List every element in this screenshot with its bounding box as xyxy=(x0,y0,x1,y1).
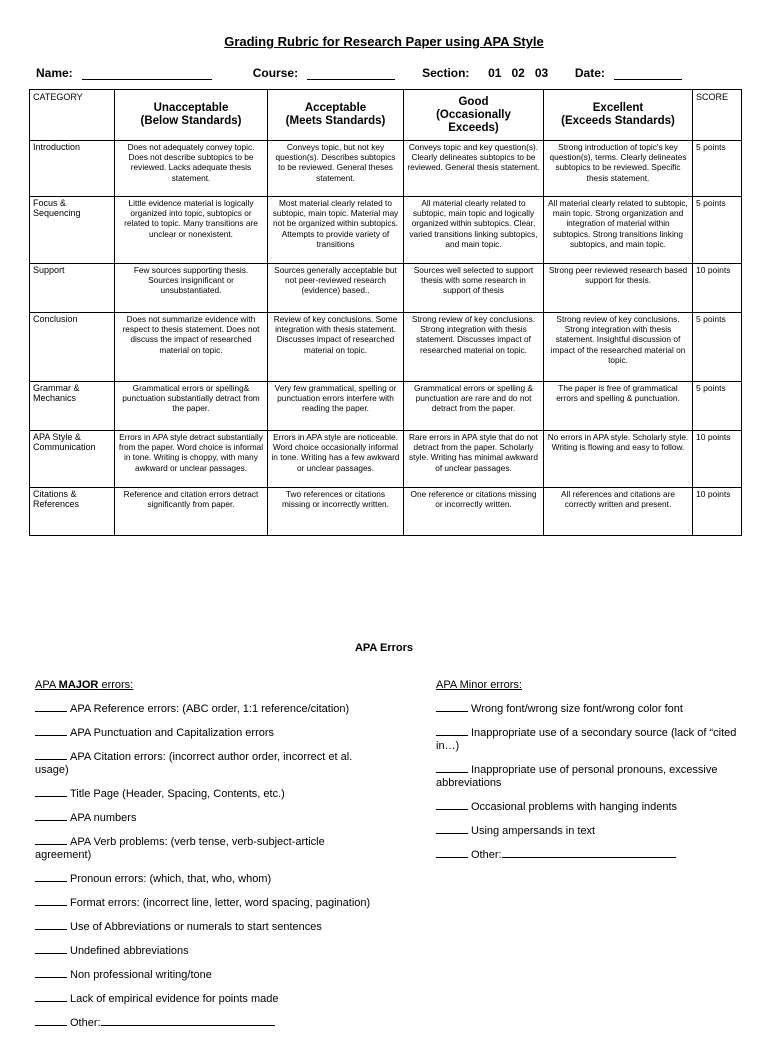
cell-excellent: All references and citations are correctly written and present. xyxy=(544,488,693,536)
cell-acceptable: Most material clearly related to subtopic, main topic. Material may not be organized within subtopics. Attempts to provide variety of transitions xyxy=(268,197,404,264)
header-unacceptable: Unacceptable (Below Standards) xyxy=(115,90,268,141)
apa-major-errors-list xyxy=(35,679,380,1040)
cell-excellent: All material clearly related to subtopic, main topic. Strong organization and integration of material within subtopics. Strong transitions linking subtopics, and main topic. xyxy=(544,197,693,264)
major-error-other[interactable]: Other: xyxy=(35,1016,380,1030)
checkbox-blank[interactable] xyxy=(35,787,67,797)
cell-score: 5 points xyxy=(693,313,742,382)
rubric-row-focus xyxy=(30,197,742,264)
cell-score: 10 points xyxy=(693,431,742,488)
rubric-table xyxy=(29,89,742,536)
cell-score: 5 points xyxy=(693,141,742,197)
checkbox-blank[interactable] xyxy=(436,848,468,858)
major-error-item[interactable]: APA Punctuation and Capitalization errors xyxy=(35,726,380,740)
checkbox-blank[interactable] xyxy=(436,763,468,773)
major-error-item[interactable]: Undefined abbreviations xyxy=(35,944,380,958)
name-label: Name: xyxy=(36,66,73,80)
major-error-item[interactable]: Title Page (Header, Spacing, Contents, etc.) xyxy=(35,787,380,801)
checkbox-blank[interactable] xyxy=(436,800,468,810)
checkbox-blank[interactable] xyxy=(35,811,67,821)
checkbox-blank[interactable] xyxy=(35,872,67,882)
major-error-item[interactable]: Non professional writing/tone xyxy=(35,968,380,982)
other-field[interactable] xyxy=(502,848,676,858)
cell-score: 5 points xyxy=(693,382,742,431)
row-category: Grammar & Mechanics xyxy=(30,382,115,431)
checkbox-blank[interactable] xyxy=(436,702,468,712)
rubric-row-grammar xyxy=(30,382,742,431)
checkbox-blank[interactable] xyxy=(35,920,67,930)
checkbox-blank[interactable] xyxy=(35,835,67,845)
cell-acceptable: Two references or citations missing or incorrectly written. xyxy=(268,488,404,536)
cell-unacceptable: Errors in APA style detract substantially from the paper. Word choice is informal in tone. Writing is choppy, with many awkward or unclear passages. xyxy=(115,431,268,488)
major-error-item[interactable]: APA Verb problems: (verb tense, verb-subject-article agreement) xyxy=(35,836,325,861)
checkbox-blank[interactable] xyxy=(35,896,67,906)
major-error-item[interactable]: Pronoun errors: (which, that, who, whom) xyxy=(35,872,380,886)
major-error-item[interactable]: Lack of empirical evidence for points made xyxy=(35,992,380,1006)
minor-error-item[interactable]: Inappropriate use of personal pronouns, excessive abbreviations xyxy=(436,764,718,789)
minor-error-other[interactable]: Other: xyxy=(436,848,746,862)
course-field[interactable] xyxy=(307,68,395,80)
name-field[interactable] xyxy=(82,68,212,80)
cell-acceptable: Sources generally acceptable but not peer-reviewed research (evidence) based.. xyxy=(268,264,404,313)
cell-unacceptable: Does not adequately convey topic. Does not describe subtopics to be reviewed. Lacks adequate thesis statement. xyxy=(115,141,268,197)
checkbox-blank[interactable] xyxy=(436,726,468,736)
minor-error-item[interactable]: Wrong font/wrong size font/wrong color font xyxy=(436,702,746,716)
cell-excellent: Strong peer reviewed research based support for thesis. xyxy=(544,264,693,313)
rubric-row-apa-style xyxy=(30,431,742,488)
cell-acceptable: Conveys topic, but not key question(s). Describes subtopics to be reviewed. General theses statement. xyxy=(268,141,404,197)
major-error-item[interactable]: Format errors: (incorrect line, letter, word spacing, pagination) xyxy=(35,896,380,910)
cell-excellent: The paper is free of grammatical errors and spelling & punctuation. xyxy=(544,382,693,431)
minor-errors-heading: APA Minor errors: xyxy=(436,679,522,691)
cell-excellent: Strong review of key conclusions. Strong integration with thesis statement. Insightful discussion of impact of the researched material on topic. xyxy=(544,313,693,382)
apa-minor-errors-list xyxy=(436,679,746,872)
header-excellent: Excellent (Exceeds Standards) xyxy=(544,90,693,141)
checkbox-blank[interactable] xyxy=(436,824,468,834)
cell-acceptable: Review of key conclusions. Some integration with thesis statement. Discusses impact of researched material on topic. xyxy=(268,313,404,382)
cell-good: Sources well selected to support thesis with some research in support of thesis xyxy=(404,264,544,313)
major-error-item[interactable]: APA Citation errors: (incorrect author order, incorrect et al. usage) xyxy=(35,751,353,776)
header-category: CATEGORY xyxy=(30,90,115,141)
rubric-header-row xyxy=(30,90,742,141)
row-category: Introduction xyxy=(30,141,115,197)
cell-acceptable: Errors in APA style are noticeable. Word choice occasionally informal in tone. Writing has a few awkward or unclear passages. xyxy=(268,431,404,488)
minor-error-item[interactable]: Inappropriate use of a secondary source (lack of “cited in…) xyxy=(436,727,737,752)
header-score: SCORE xyxy=(693,90,742,141)
cell-score: 5 points xyxy=(693,197,742,264)
row-category: Conclusion xyxy=(30,313,115,382)
section-label: Section: xyxy=(422,66,470,80)
major-errors-heading: APA MAJOR errors: xyxy=(35,679,134,691)
cell-good: All material clearly related to subtopic, main topic and logically organized within subtopics. Clear, varied transitions linking subtopics, and main topic. xyxy=(404,197,544,264)
cell-excellent: Strong introduction of topic's key question(s), terms. Clearly delineates subtopics to be reviewed. Specific thesis statement. xyxy=(544,141,693,197)
cell-unacceptable: Little evidence material is logically organized into topic, subtopics or related to topic. Many transitions are unclear or nonexistent. xyxy=(115,197,268,264)
cell-unacceptable: Few sources supporting thesis. Sources insignificant or unsubstantiated. xyxy=(115,264,268,313)
cell-unacceptable: Does not summarize evidence with respect to thesis statement. Does not discuss the impact of researched material on topic. xyxy=(115,313,268,382)
other-field[interactable] xyxy=(101,1016,275,1026)
major-error-item[interactable]: APA Reference errors: (ABC order, 1:1 reference/citation) xyxy=(35,702,380,716)
major-error-item[interactable]: APA numbers xyxy=(35,811,380,825)
major-error-item[interactable]: Use of Abbreviations or numerals to start sentences xyxy=(35,920,380,934)
checkbox-blank[interactable] xyxy=(35,702,67,712)
cell-acceptable: Very few grammatical, spelling or punctuation errors interfere with reading the paper. xyxy=(268,382,404,431)
checkbox-blank[interactable] xyxy=(35,1016,67,1026)
cell-unacceptable: Grammatical errors or spelling& punctuation substantially detract from the paper. xyxy=(115,382,268,431)
checkbox-blank[interactable] xyxy=(35,944,67,954)
page-title: Grading Rubric for Research Paper using APA Style xyxy=(224,34,544,49)
date-label: Date: xyxy=(574,66,605,80)
date-field[interactable] xyxy=(614,68,682,80)
minor-error-item[interactable]: Using ampersands in text xyxy=(436,824,746,838)
row-category: Focus & Sequencing xyxy=(30,197,115,264)
apa-errors-title: APA Errors xyxy=(354,642,414,654)
cell-good: Strong review of key conclusions. Strong integration with thesis statement. Discusses impact of researched material on topic. xyxy=(404,313,544,382)
header-good: Good (Occasionally Exceeds) xyxy=(404,90,544,141)
cell-good: Conveys topic and key question(s). Clearly delineates subtopics to be reviewed. General thesis statement. xyxy=(404,141,544,197)
row-category: APA Style & Communication xyxy=(30,431,115,488)
cell-good: Rare errors in APA style that do not detract from the paper. Scholarly style. Writing has minimal awkward of unclear passages. xyxy=(404,431,544,488)
row-category: Citations & References xyxy=(30,488,115,536)
checkbox-blank[interactable] xyxy=(35,750,67,760)
section-options[interactable]: 01 02 03 xyxy=(488,66,549,80)
minor-error-item[interactable]: Occasional problems with hanging indents xyxy=(436,800,746,814)
cell-good: One reference or citations missing or incorrectly written. xyxy=(404,488,544,536)
checkbox-blank[interactable] xyxy=(35,968,67,978)
cell-unacceptable: Reference and citation errors detract significantly from paper. xyxy=(115,488,268,536)
rubric-row-support xyxy=(30,264,742,313)
rubric-row-citations xyxy=(30,488,742,536)
checkbox-blank[interactable] xyxy=(35,992,67,1002)
checkbox-blank[interactable] xyxy=(35,726,67,736)
rubric-row-conclusion xyxy=(30,313,742,382)
cell-excellent: No errors in APA style. Scholarly style. Writing is flowing and easy to follow. xyxy=(544,431,693,488)
header-acceptable: Acceptable (Meets Standards) xyxy=(268,90,404,141)
cell-score: 10 points xyxy=(693,488,742,536)
student-info-line xyxy=(36,66,682,80)
course-label: Course: xyxy=(252,66,299,80)
cell-score: 10 points xyxy=(693,264,742,313)
rubric-row-introduction xyxy=(30,141,742,197)
cell-good: Grammatical errors or spelling & punctuation are rare and do not detract from the paper. xyxy=(404,382,544,431)
row-category: Support xyxy=(30,264,115,313)
